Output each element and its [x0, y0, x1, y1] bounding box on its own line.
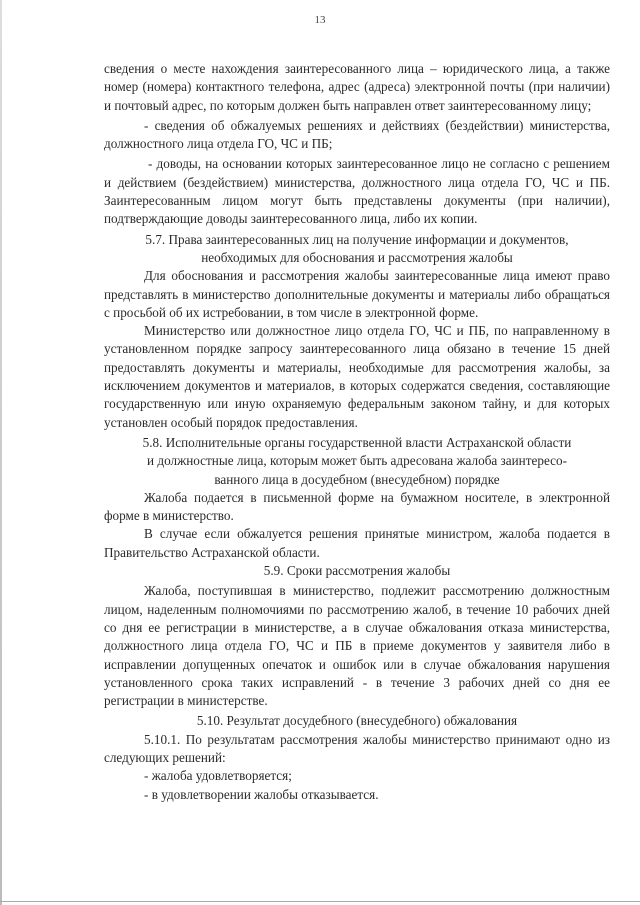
list-item-satisfied: - жалоба удовлетворяется;	[144, 768, 292, 784]
list-item-refused: - в удовлетворении жалобы отказывается.	[144, 786, 379, 802]
page-number: 13	[314, 14, 326, 26]
heading-5-7	[104, 231, 610, 268]
paragraph-5-10-1: 5.10.1. По результатам рассмотрения жалобы министерство принимают одно из следующих решений:	[104, 731, 610, 765]
paragraph-minister-decisions: В случае если обжалуется решения принятые министром, жалоба подается в Правительство Астраханской области.	[104, 526, 610, 560]
paragraph-complaint-form: Жалоба подается в письменной форме на бумажном носителе, в электронной форме в министерство.	[104, 489, 610, 524]
heading-5-9	[104, 562, 610, 580]
scan-left-edge	[0, 0, 2, 905]
heading-5-8	[104, 434, 610, 489]
paragraph-review-terms: Жалоба, поступившая в министерство, подлежит рассмотрению должностным лицом, наделенным полномочиями по рассмотрению жалоб, в течение 10 рабочих дней со дня ее регистрации в министерстве, а в случае обжалования отказа министерства, должностного лица отдела ГО, ЧС и ПБ в приеме документов у заявителя либо в исправлении допущенных опечаток и ошибок или в случае обжалования нарушения установленного срока таких исправлений - в течение 3 рабочих дней со дня ее регистрации в министерстве.	[104, 583, 610, 709]
paragraph-arguments: - доводы, на основании которых заинтересованное лицо не согласно с решением и действием (бездействием) министерства, должностного лица отдела ГО, ЧС и ПБ. Заинтересованным лицом могут быть представлены документы (при наличии), подтверждающие доводы заинтересованного лица, либо их копии.	[104, 156, 610, 227]
heading-line: ванного лица в досудебном (внесудебном) порядке	[214, 471, 500, 487]
heading-line: 5.10. Результат досудебного (внесудебного) обжалования	[196, 713, 518, 729]
heading-line: 5.7. Права заинтересованных лиц на получение информации и документов,	[145, 231, 569, 247]
document-body	[104, 60, 610, 804]
paragraph-rights-documents: Для обоснования и рассмотрения жалобы заинтересованные лица имеют право представлять в министерство дополнительные документы и материалы либо обращаться с просьбой об их истребовании, в том числе в электронной форме.	[104, 268, 610, 320]
scan-bottom-edge	[0, 901, 640, 902]
heading-line: необходимых для обоснования и рассмотрения жалобы	[201, 249, 513, 265]
paragraph-appealed-decisions: - сведения об обжалуемых решениях и действиях (бездействии) министерства, должностного лица отдела ГО, ЧС и ПБ;	[104, 117, 610, 152]
heading-line: 5.8. Исполнительные органы государственной власти Астраханской области	[142, 434, 572, 450]
paragraph-ministry-obligation: Министерство или должностное лицо отдела ГО, ЧС и ПБ, по направленному в установленном порядке запросу заинтересованного лица обязано в течение 15 дней предоставлять документы и материалы, необходимые для рассмотрения жалобы, за исключением документов и материалов, в которых содержатся сведения, составляющие государственную или иную охраняемую федеральным законом тайну, и для которых установлен особый порядок предоставления.	[104, 323, 610, 430]
heading-line: 5.9. Сроки рассмотрения жалобы	[263, 563, 451, 579]
heading-5-10	[104, 712, 610, 730]
heading-line: и должностные лица, которым может быть адресована жалоба заинтересо-	[147, 453, 567, 469]
paragraph-contact-info: сведения о месте нахождения заинтересованного лица – юридического лица, а также номер (номера) контактного телефона, адрес (адреса) электронной почты (при наличии) и почтовый адрес, по которым должен быть направлен ответ заинтересованному лицу;	[104, 61, 610, 113]
